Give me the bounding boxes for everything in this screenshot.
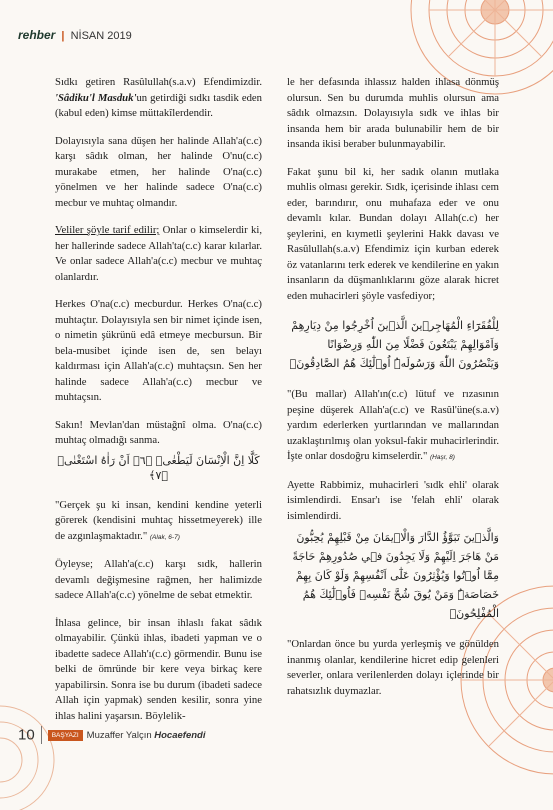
footer-divider xyxy=(41,726,42,744)
verse-reference: (Haşr, 8) xyxy=(429,454,455,461)
page-number: 10 xyxy=(18,726,35,744)
emphasis-text: 'Sâdiku'l Masduk' xyxy=(55,91,137,104)
arabic-verse: كَلَّا اِنَّ الْاِنْسَانَ لَيَطْغٰىۙ ﴿٦﴾ اَنْ رَاٰهُ اسْتَغْنٰىۜ ﴿٧﴾ xyxy=(57,453,260,482)
paragraph xyxy=(55,223,262,285)
header-separator: | xyxy=(61,30,65,42)
arabic-verse: لِلْفُقَرَٓاءِ الْمُهَاجِر۪ينَ الَّذ۪ينَ اُخْرِجُوا مِنْ دِيَارِهِمْ وَاَمْوَالِهِمْ يَبْتَغُونَ فَضْلًا مِنَ اللّٰهِ وَرِضْوَانًا وَيَنْصُرُونَ اللّٰهَ وَرَسُولَهُۜ اُو۬لٰٓئِكَ هُمُ الصَّادِقُونَۚ xyxy=(289,319,499,370)
magazine-logo: rehber xyxy=(18,28,56,42)
underlined-text: Veliler şöyle tarif edilir; xyxy=(55,224,160,236)
paragraph: İhlasa gelince, bir insan ihlaslı fakat sâdık olmayabilir. Çünkü ihlas, ibadeti yapman ve o ibadette sadece Allah'ı(c.c) görmendir. Bunu ise belki de ömründe bir kere veya birkaç kere yapabilirsin. Sonra ise bu durum (ibadeti sadece Allah için yapmak) senden kesilir, sonra yine ihlas halini yaşarsın. Böylelik- xyxy=(55,616,262,722)
right-column xyxy=(287,75,499,711)
quote-text: "(Bu mallar) Allah'ın(c.c) lütuf ve rızasının peşine düşerek Allah'a(c.c) ve Rasûl'üne(s.a.v) yardım ederlerken yurtlarından ve mallarından uzaklaştırılmış olan yoksul-fakir muhacirlerindir. İşte onlar dosdoğru kimselerdir." xyxy=(287,388,499,462)
issue-date: NİSAN 2019 xyxy=(70,30,132,42)
paragraph-text: Onlar o kimselerdir ki, her hallerinde sadece Allah'ta(c.c) karar kılarlar. Ve onlar sadece Allah'a(c.c) mecbur ve muhtaç olanlardır. xyxy=(55,224,262,283)
page-footer xyxy=(18,726,205,744)
left-column xyxy=(55,75,262,736)
author-name: Muzaffer Yalçın xyxy=(86,729,155,741)
quote-text: "Gerçek şu ki insan, kendini kendine yeterli görerek (kendisini muhtaç hissetmeyerek) ille de azgınlaşmaktadır." xyxy=(55,498,262,542)
verse-reference: (Alak, 6-7) xyxy=(149,533,180,541)
page-header xyxy=(18,28,132,42)
paragraph: Dolayısıyla sana düşen her halinde Allah'a(c.c) karşı sâdık olman, her halinde O'nu(c.c) murakabe etmen, her halinde O'na(c.c) yönelmen ve her halinde sadece O'na(c.c) mecbur ve muhtaç olmandır. xyxy=(55,134,262,209)
paragraph: Öyleyse; Allah'a(c.c) karşı sıdk, hallerin devamlı değişmesine rağmen, her halimizde sadece Allah'a(c.c) yönelme de sebat etmektir. xyxy=(55,558,262,601)
paragraph xyxy=(287,387,499,466)
paragraph xyxy=(55,75,262,122)
paragraph xyxy=(55,498,262,546)
arabic-verse: وَالَّذ۪ينَ تَبَوَّؤُ الدَّارَ وَالْا۪يمَانَ مِنْ قَبْلِهِمْ يُحِبُّونَ مَنْ هَاجَرَ اِلَيْهِمْ وَلَا يَجِدُونَ ف۪ي صُدُورِهِمْ حَاجَةً مِمَّٓا اُو۫تُوا وَيُؤْثِرُونَ عَلٰٓى اَنْفُسِهِمْ وَلَوْ كَانَ بِهِمْ خَصَاصَةٌۜ وَمَنْ يُوقَ شُحَّ نَفْسِه۪ فَاُو۬لٰٓئِكَ هُمُ الْمُفْلِحُونَۚ xyxy=(292,531,499,620)
paragraph-text: un getirdiği sıdkı tasdik eden (kabul eden) kimse müttakîlerdendir. xyxy=(55,91,263,119)
author-byline xyxy=(87,730,206,741)
paragraph-text: Sıdkı getiren Rasûlullah(s.a.v) Efendimizdir. xyxy=(55,76,262,88)
paragraph: Sakın! Mevlan'dan müstağnî olma. O'na(c.c) muhtaç olmadığı sanma. xyxy=(55,418,262,446)
paragraph: Ayette Rabbimiz, muhacirleri 'sıdk ehli' olarak isimlendirdi. Ensar'ı ise 'felah ehli' olarak isimlendirdi. xyxy=(287,478,499,522)
paragraph: le her defasında ihlassız halden ihlasa dönmüş olursun. Sen bu durumda muhlis olursun ama sâdık olmazsın. Dolayısıyla sıdk ve ihlas bir insanda hem bir arada bulunabilir hem de bir insanda ikisi beraber bulunmayabilir. xyxy=(287,76,499,150)
paragraph: "Onlardan önce bu yurda yerleşmiş ve gönülden inanmış olanlar, kendilerine hicret edip gelenleri severler, onlara verilenlerden dolayı içlerinde bir rahatsızlık duymazlar. xyxy=(287,638,499,697)
paragraph: Herkes O'na(c.c) mecburdur. Herkes O'na(c.c) muhtaçtır. Dolayısıyla sen bir nimet içinde isen, o nimetin şükrünü edâ etmeye mecbursun. Bir bela-musibet içinde isen de, sen belayı kaldırması için Allah'a(c.c) muhtaçsın. Sen her halinde sadece Allah'a(c.c) mecbur ve muhtaçsın. xyxy=(55,298,262,403)
paragraph: Fakat şunu bil ki, her sadık olanın mutlaka muhlis olması gerekir. Sıdk, içerisinde ihlası cem eder, barındırır, onu muhafaza eder ve onu devamlı kılar. Bundan dolayı Allah(c.c) her şeylerini, en kıymetli şeylerini Hakk davası ve Rasûlullah(s.a.v) Efendimiz için kurban ederek öz vatanlarını terk ederek ve kendilerine en yakın insanların da düşmanlıklarını göze alarak hicret eden muhacirleri şöyle vasfediyor; xyxy=(287,165,499,302)
section-badge: BAŞYAZI xyxy=(48,730,83,741)
author-title: Hocaefendi xyxy=(154,729,206,741)
